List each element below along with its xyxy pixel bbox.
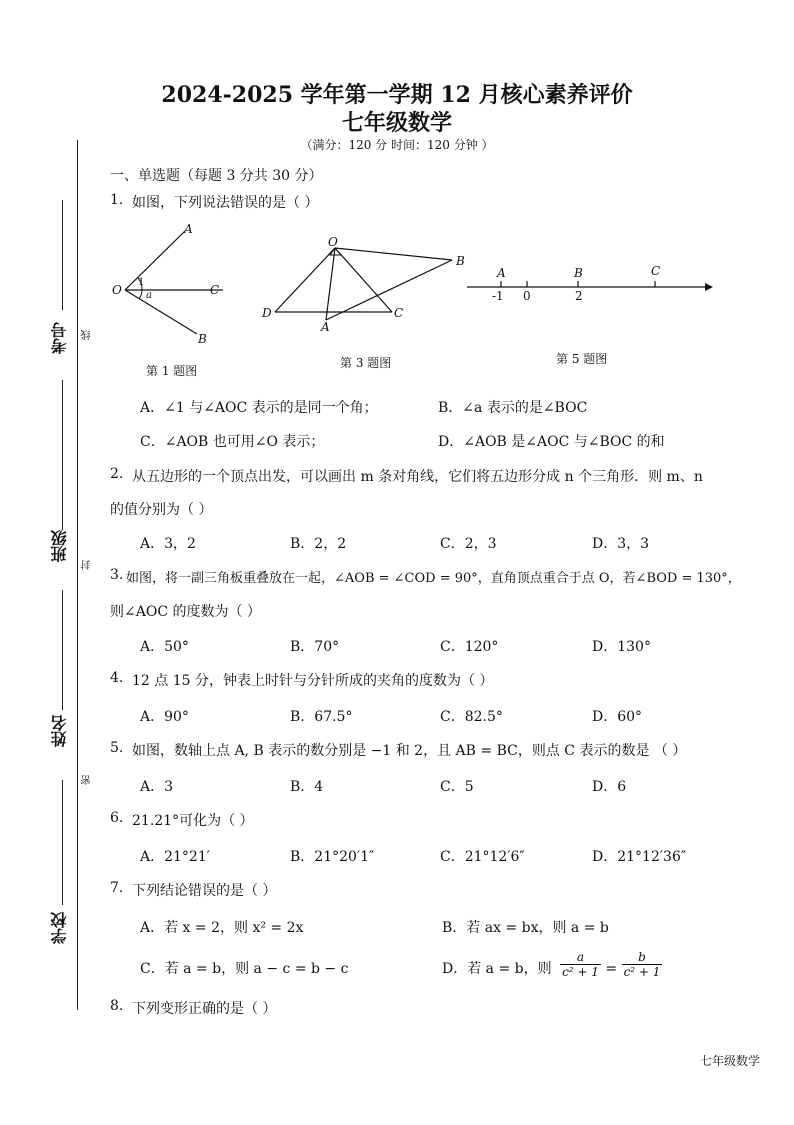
- q6-option-d: D．21°12′36″: [592, 849, 687, 865]
- fig1-caption: 第 1 题图: [146, 364, 198, 378]
- q4-option-d: D．60°: [592, 709, 643, 725]
- q7-fraction-left-num: a: [560, 950, 601, 965]
- fig3-label-d: D: [262, 306, 272, 320]
- q7-fraction-equals: =: [605, 961, 618, 977]
- q7-stem: 下列结论错误的是（ ）: [132, 883, 277, 899]
- q7-option-d-text: D．若 a = b，则: [442, 961, 552, 977]
- q7-fraction-right-den: c² + 1: [623, 964, 661, 979]
- q6-option-a: A．21°21′: [140, 849, 210, 865]
- q2-stem: 从五边形的一个顶点出发，可以画出 m 条对角线，它们将五边形分成 n 个三角形．则 m、n: [132, 469, 703, 485]
- q7-fraction-right: [622, 950, 663, 979]
- q8-number: 8.: [110, 998, 124, 1014]
- figure-3: [260, 235, 470, 335]
- q2-option-d: D．3，3: [592, 536, 650, 552]
- q7-fraction-left: [560, 950, 601, 979]
- fig1-label-o: O: [112, 283, 122, 297]
- q7-option-b: B．若 ax = bx，则 a = b: [442, 920, 609, 936]
- fig1-label-b: B: [198, 332, 207, 346]
- q5-number: 5.: [110, 740, 124, 756]
- q5-option-d: D．6: [592, 779, 627, 795]
- fig1-label-alpha: a: [146, 290, 152, 301]
- fig1-label-c: C: [210, 283, 220, 297]
- seal-seal-label: 封: [82, 560, 93, 570]
- q2-option-c: C．2，3: [440, 536, 497, 552]
- fig1-label-1: 1: [138, 277, 145, 288]
- q3-stem: 如图，将一副三角板重叠放在一起，∠AOB = ∠COD = 90°，直角顶点重合于点 O，若∠BOD = 130°，: [126, 571, 741, 586]
- page-title: 2024-2025 学年第一学期 12 月核心素养评价: [161, 82, 633, 108]
- q3-stem-cont: 则∠AOC 的度数为（ ）: [110, 604, 261, 620]
- q7-option-c: C．若 a = b，则 a − c = b − c: [140, 961, 349, 977]
- q3-number: 3.: [110, 567, 124, 583]
- fig5-label-a: A: [497, 266, 506, 280]
- school-label: 学校: [50, 912, 69, 944]
- q1-option-a: A．∠1 与∠AOC 表示的是同一个角；: [140, 400, 378, 416]
- q5-option-c: C．5: [440, 779, 474, 795]
- exam-meta: （满分：120 分 时间：120 分钟 ）: [300, 138, 494, 152]
- exam-number-blank: [62, 200, 63, 310]
- fig3-label-b: B: [456, 254, 465, 268]
- q3-option-d: D．130°: [592, 639, 651, 655]
- q2-number: 2.: [110, 466, 124, 482]
- q1-option-d: D．∠AOB 是∠AOC 与∠BOC 的和: [438, 434, 665, 450]
- q5-option-a: A．3: [140, 779, 174, 795]
- q1-stem: 如图，下列说法错误的是（ ）: [132, 195, 319, 211]
- q7-number: 7.: [110, 880, 124, 896]
- q7-option-d: [442, 949, 662, 979]
- exam-number-label: 考号: [50, 322, 69, 354]
- q8-stem: 下列变形正确的是（ ）: [132, 1001, 277, 1017]
- fig1-label-a: A: [184, 222, 193, 236]
- fig5-label-c: C: [651, 264, 661, 278]
- q1-number: 1.: [110, 192, 124, 208]
- section-title: 一、单选题（每题 3 分共 30 分）: [110, 168, 323, 184]
- q5-option-b: B．4: [290, 779, 324, 795]
- q2-option-b: B．2，2: [290, 536, 347, 552]
- q6-option-b: B．21°20′1″: [290, 849, 375, 865]
- page-subtitle: 七年级数学: [341, 110, 452, 136]
- q7-option-a: A．若 x = 2，则 x² = 2x: [140, 920, 304, 936]
- seal-secret-label: 密: [82, 775, 93, 785]
- fig3-label-c: C: [394, 306, 404, 320]
- q1-option-b: B．∠a 表示的是∠BOC: [438, 400, 588, 416]
- q2-option-a: A．3，2: [140, 536, 196, 552]
- fig5-tick-2: 2: [575, 289, 583, 303]
- name-label: 姓名: [50, 715, 69, 747]
- q6-option-c: C．21°12′6″: [440, 849, 525, 865]
- q2-stem-cont: 的值分别为（ ）: [110, 502, 213, 518]
- fig5-tick-neg1: -1: [492, 289, 504, 303]
- q4-option-a: A．90°: [140, 709, 189, 725]
- seal-line-label: 线: [82, 330, 93, 340]
- page-footer-label: 七年级数学: [700, 1054, 761, 1068]
- school-blank: [62, 780, 63, 905]
- fig3-label-o: O: [328, 235, 338, 249]
- q1-option-c: C．∠AOB 也可用∠O 表示；: [140, 434, 325, 450]
- fig5-caption: 第 5 题图: [556, 352, 608, 366]
- fig5-tick-0: 0: [523, 289, 531, 303]
- class-label: 班级: [50, 530, 69, 562]
- binding-line: [77, 140, 78, 1010]
- q6-stem: 21.21°可化为（ ）: [132, 813, 254, 829]
- q3-option-c: C．120°: [440, 639, 499, 655]
- class-blank: [62, 380, 63, 530]
- q4-number: 4.: [110, 670, 124, 686]
- q3-option-a: A．50°: [140, 639, 189, 655]
- q3-option-b: B．70°: [290, 639, 340, 655]
- q4-option-c: C．82.5°: [440, 709, 503, 725]
- q4-option-b: B．67.5°: [290, 709, 353, 725]
- name-blank: [62, 590, 63, 710]
- q6-number: 6.: [110, 810, 124, 826]
- fig5-label-b: B: [574, 266, 583, 280]
- fig3-caption: 第 3 题图: [340, 356, 392, 370]
- fig3-label-a: A: [321, 320, 330, 334]
- q7-fraction-right-num: b: [622, 950, 663, 965]
- q4-stem: 12 点 15 分，钟表上时针与分针所成的夹角的度数为（ ）: [132, 673, 494, 689]
- q5-stem: 如图，数轴上点 A, B 表示的数分别是 −1 和 2，且 AB = BC，则点 C 表示的数是 （ ）: [132, 743, 687, 759]
- q7-fraction-left-den: c² + 1: [562, 964, 599, 979]
